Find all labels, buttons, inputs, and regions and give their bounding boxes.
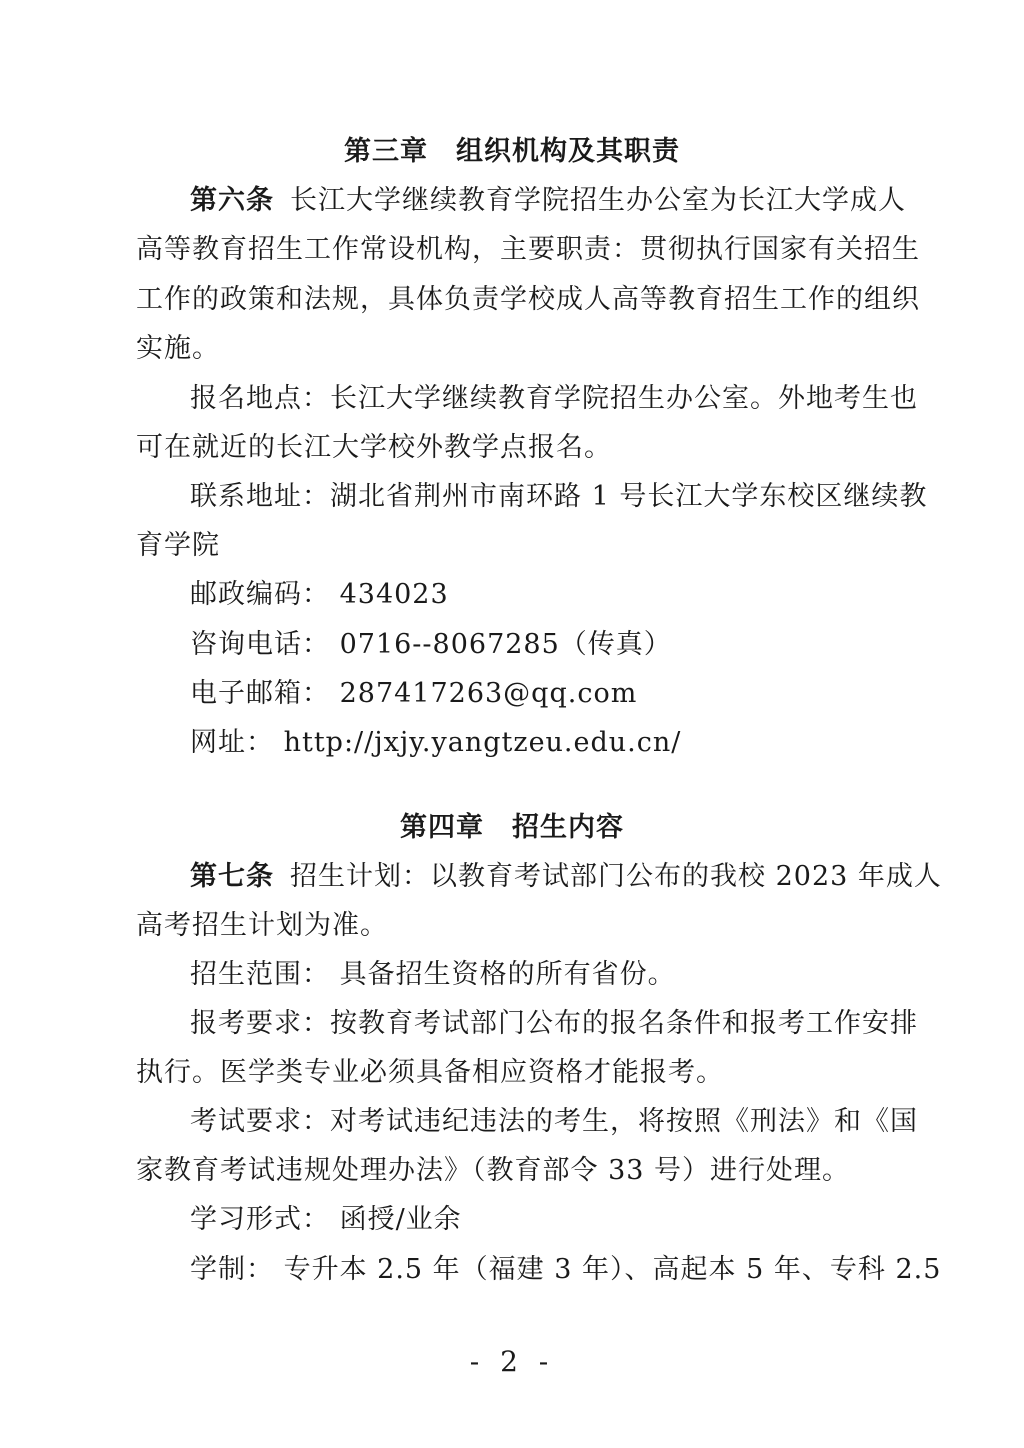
contact-address-line-1: 联系地址：湖北省荆州市南环路 1 号长江大学东校区继续教 <box>190 481 928 512</box>
chapter-3-title: 组织机构及其职责 <box>456 136 680 167</box>
study-duration-line: 学制： 专升本 2.5 年（福建 3 年）、高起本 5 年、专科 2.5 <box>190 1254 942 1285</box>
article-7-label: 第七条 <box>190 861 274 892</box>
study-form-line: 学习形式： 函授/业余 <box>190 1204 462 1235</box>
website-line: 网址： http://jxjy.yangtzeu.edu.cn/ <box>190 727 682 758</box>
exam-requirements-line-1: 考试要求：对考试违纪违法的考生，将按照《刑法》和《国 <box>190 1106 918 1137</box>
application-requirements-line-2: 执行。医学类专业必须具备相应资格才能报考。 <box>136 1057 724 1088</box>
article-6-text-1: 长江大学继续教育学院招生办公室为长江大学成人 <box>290 185 906 216</box>
article-6-label: 第六条 <box>190 185 274 216</box>
article-6-line-1 <box>190 181 906 221</box>
signup-location-line-2: 可在就近的长江大学校外教学点报名。 <box>136 432 612 463</box>
email-line: 电子邮箱： 287417263@qq.com <box>190 678 638 709</box>
exam-requirements-line-2: 家教育考试违规处理办法》（教育部令 33 号）进行处理。 <box>136 1155 851 1186</box>
article-6-line-2: 高等教育招生工作常设机构，主要职责：贯彻执行国家有关招生 <box>136 234 920 265</box>
chapter-3-number: 第三章 <box>344 136 428 167</box>
chapter-4-heading <box>0 808 1024 848</box>
article-7-text-1: 招生计划：以教育考试部门公布的我校 2023 年成人 <box>290 861 942 892</box>
page-number: - 2 - <box>469 1345 555 1378</box>
application-requirements-line-1: 报考要求：按教育考试部门公布的报名条件和报考工作安排 <box>190 1008 918 1039</box>
chapter-4-title: 招生内容 <box>512 812 624 843</box>
contact-address-line-2: 育学院 <box>136 530 220 561</box>
article-7-line-2: 高考招生计划为准。 <box>136 910 388 941</box>
article-6-line-3: 工作的政策和法规，具体负责学校成人高等教育招生工作的组织 <box>136 284 920 315</box>
signup-location-line-1: 报名地点：长江大学继续教育学院招生办公室。外地考生也 <box>190 383 918 414</box>
chapter-3-heading <box>0 132 1024 172</box>
enrollment-scope-line: 招生范围： 具备招生资格的所有省份。 <box>190 959 676 990</box>
phone-line: 咨询电话： 0716--8067285（传真） <box>190 629 672 660</box>
postcode-line: 邮政编码： 434023 <box>190 579 449 610</box>
article-7-line-1 <box>190 857 942 897</box>
chapter-4-number: 第四章 <box>400 812 484 843</box>
article-6-line-4: 实施。 <box>136 333 220 364</box>
